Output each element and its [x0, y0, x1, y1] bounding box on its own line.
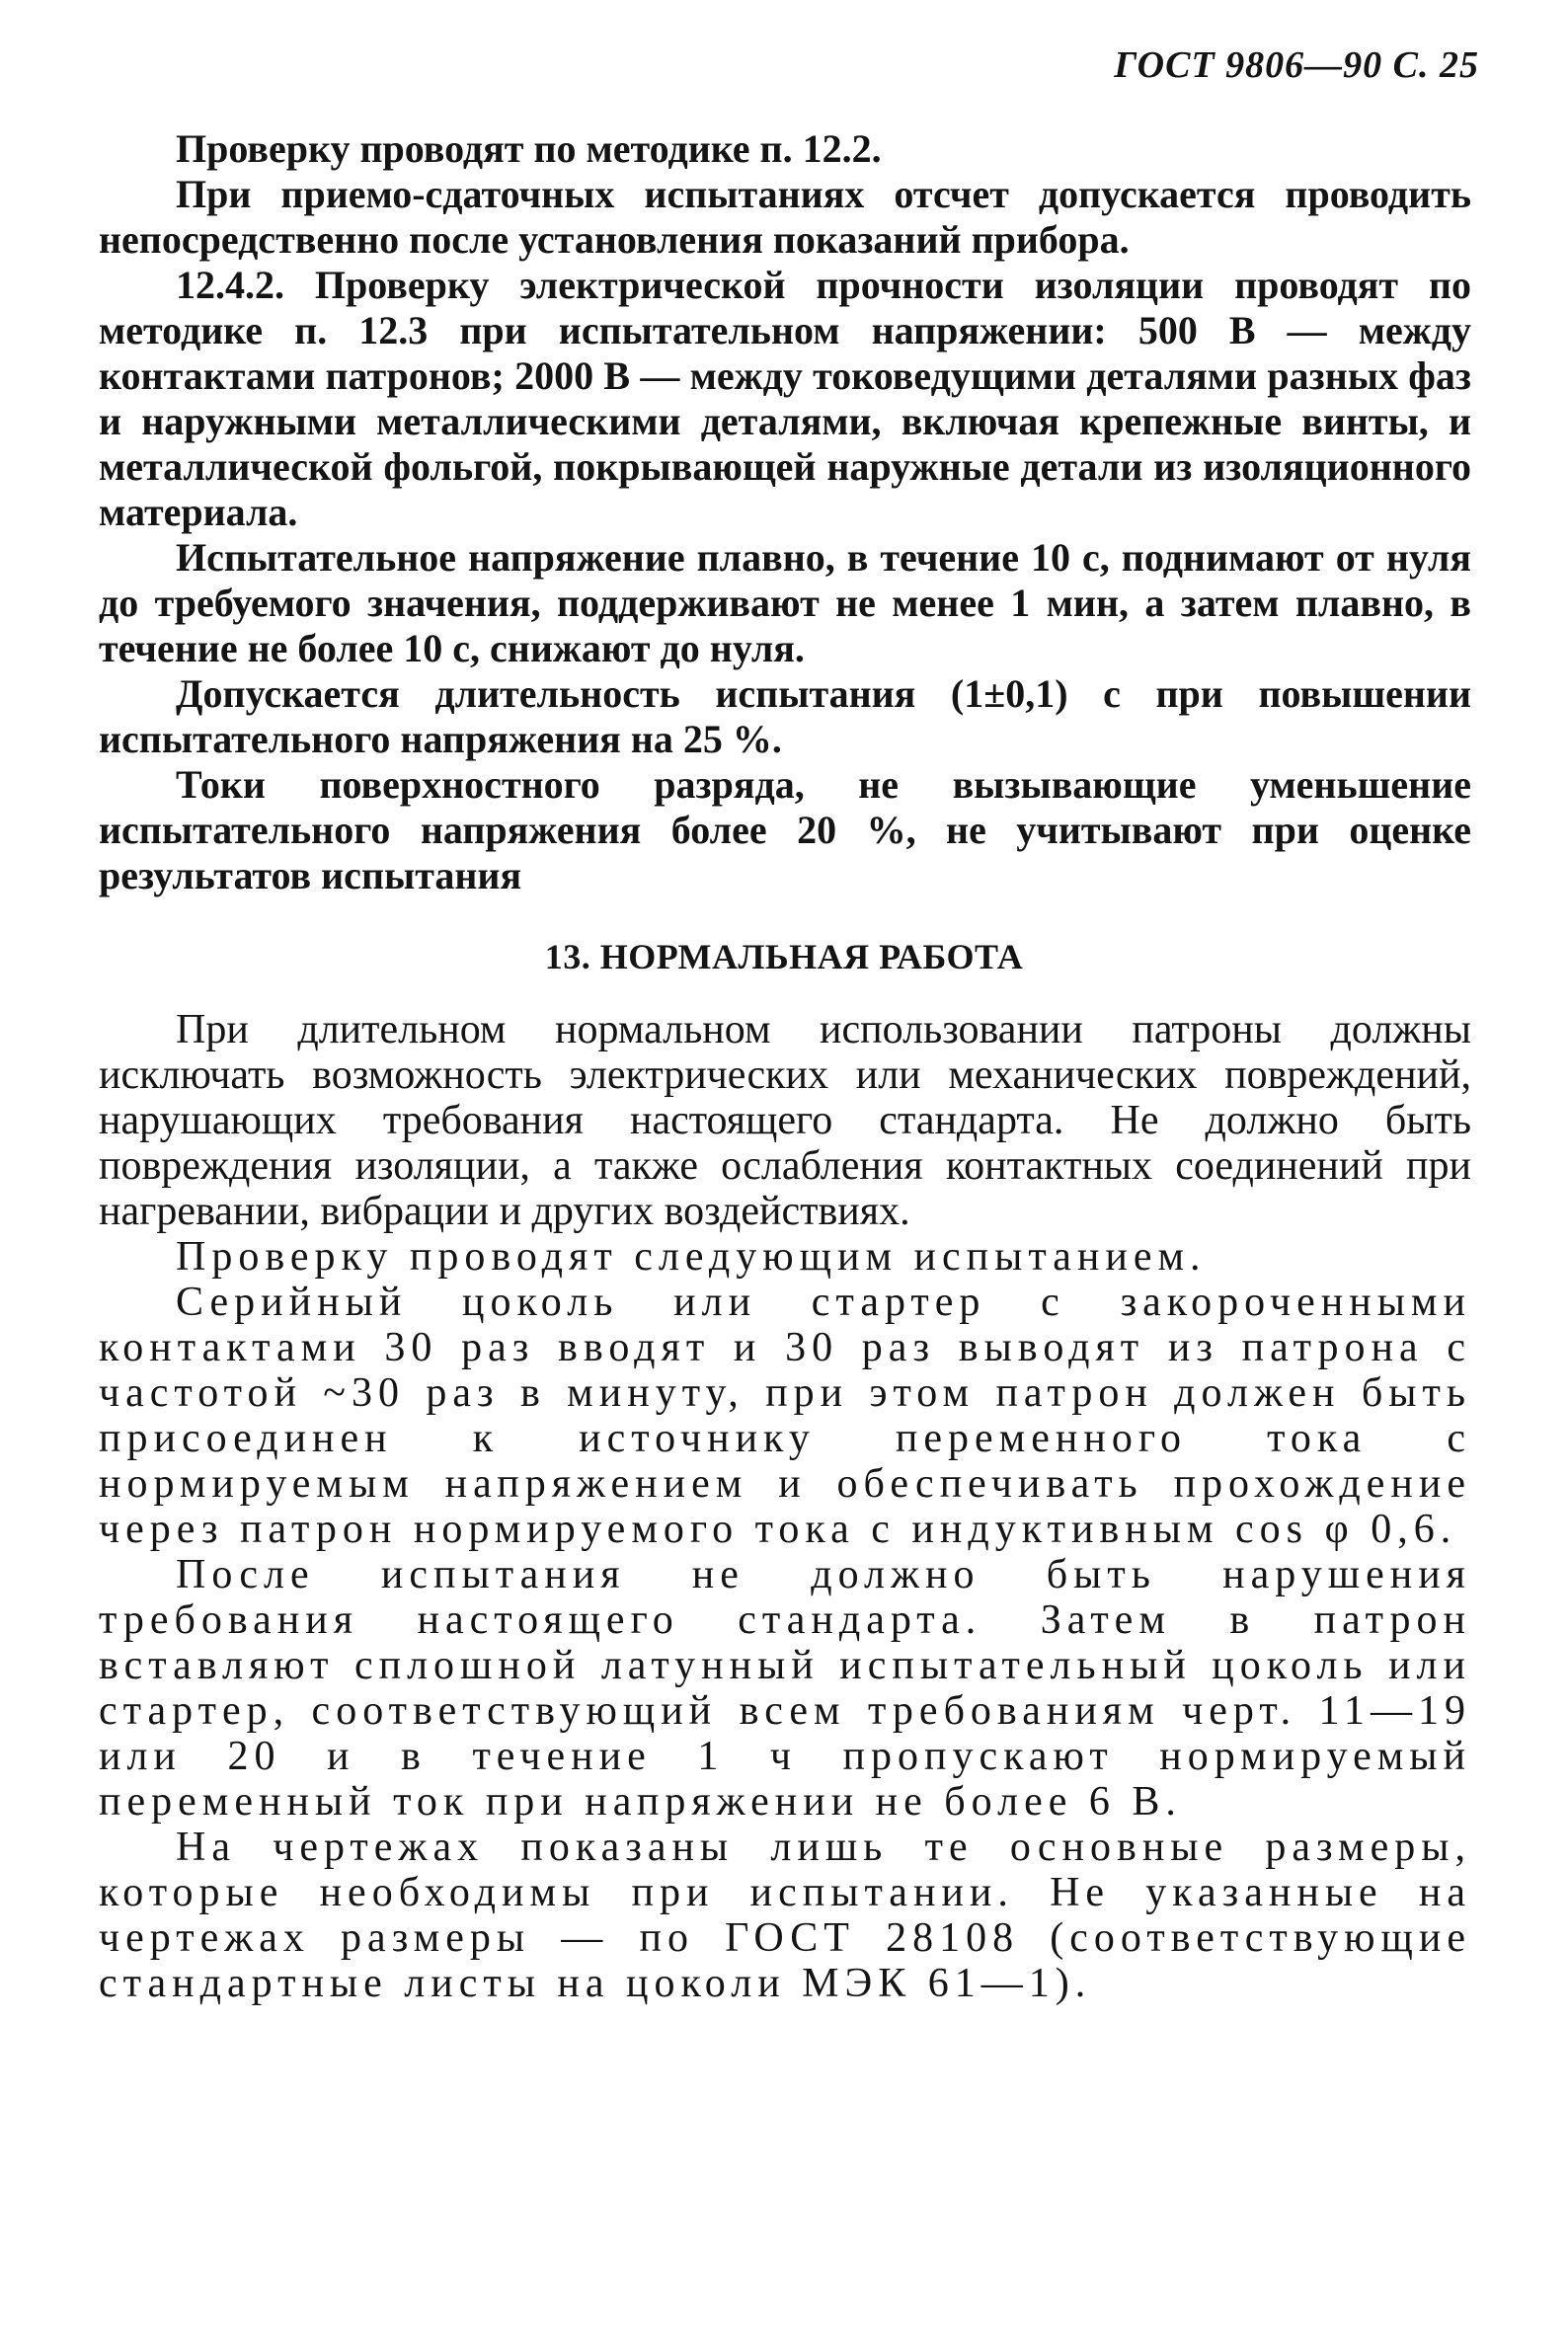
page-header: ГОСТ 9806—90 С. 25 — [1114, 44, 1479, 86]
normal-text-block — [99, 1007, 1471, 2006]
bold-text-block — [99, 126, 1471, 898]
paragraph: После испытания не должно быть нарушения требования настоящего стандарта. Затем в патрон вставляют сплошной латунный испытательный цоколь или стартер, соответствующий всем требованиям черт. 11—19 или 20 и в течение 1 ч пропускают нормируемый переменный ток при напряжении не более 6 В. — [99, 1552, 1471, 1825]
paragraph: Допускается длительность испытания (1±0,1) с при повышении испытательного напряжения на 25 %. — [99, 671, 1471, 761]
paragraph: При приемо-сдаточных испытаниях отсчет допускается проводить непосредственно после установления показаний прибора. — [99, 172, 1471, 262]
paragraph: Токи поверхностного разряда, не вызывающие уменьшение испытательного напряжения более 20 %, не учитывают при оценке результатов испытания — [99, 762, 1471, 897]
paragraph: 12.4.2. Проверку электрической прочности изоляции проводят по методике п. 12.3 при испытательном напряжении: 500 В — между контактами патронов; 2000 В — между токоведущими деталями разных фаз и наружными металлическими деталями, включая крепежные винты, и металлической фольгой, покрывающей наружные детали из изоляционного материала. — [99, 263, 1471, 534]
paragraph: Испытательное напряжение плавно, в течение 10 с, поднимают от нуля до требуемого значения, поддерживают не менее 1 мин, а затем плавно, в течение не более 10 с, снижают до нуля. — [99, 535, 1471, 670]
paragraph: На чертежах показаны лишь те основные размеры, которые необходимы при испытании. Не указанные на чертежах размеры — по ГОСТ 28108 (соответствующие стандартные листы на цоколи МЭК 61—1). — [99, 1825, 1471, 2006]
paragraph: Проверку проводят следующим испытанием. — [176, 1234, 1207, 1280]
paragraph: Проверку проводят по методике п. 12.2. — [176, 126, 882, 171]
paragraph: Серийный цоколь или стартер с закороченными контактами 30 раз вводят и 30 раз выводят из патрона с частотой ~30 раз в минуту, при этом патрон должен быть присоединен к источнику переменного тока с нормируемым напряжением и обеспечивать прохождение через патрон нормируемого тока с индуктивным cos φ 0,6. — [99, 1280, 1471, 1552]
paragraph: При длительном нормальном использовании патроны должны исключать возможность электрических или механических повреждений, нарушающих требования настоящего стандарта. Не должно быть повреждения изоляции, а также ослабления контактных соединений при нагревании, вибрации и других воздействиях. — [99, 1007, 1471, 1234]
section-title: 13. НОРМАЛЬНАЯ РАБОТА — [544, 937, 1024, 976]
